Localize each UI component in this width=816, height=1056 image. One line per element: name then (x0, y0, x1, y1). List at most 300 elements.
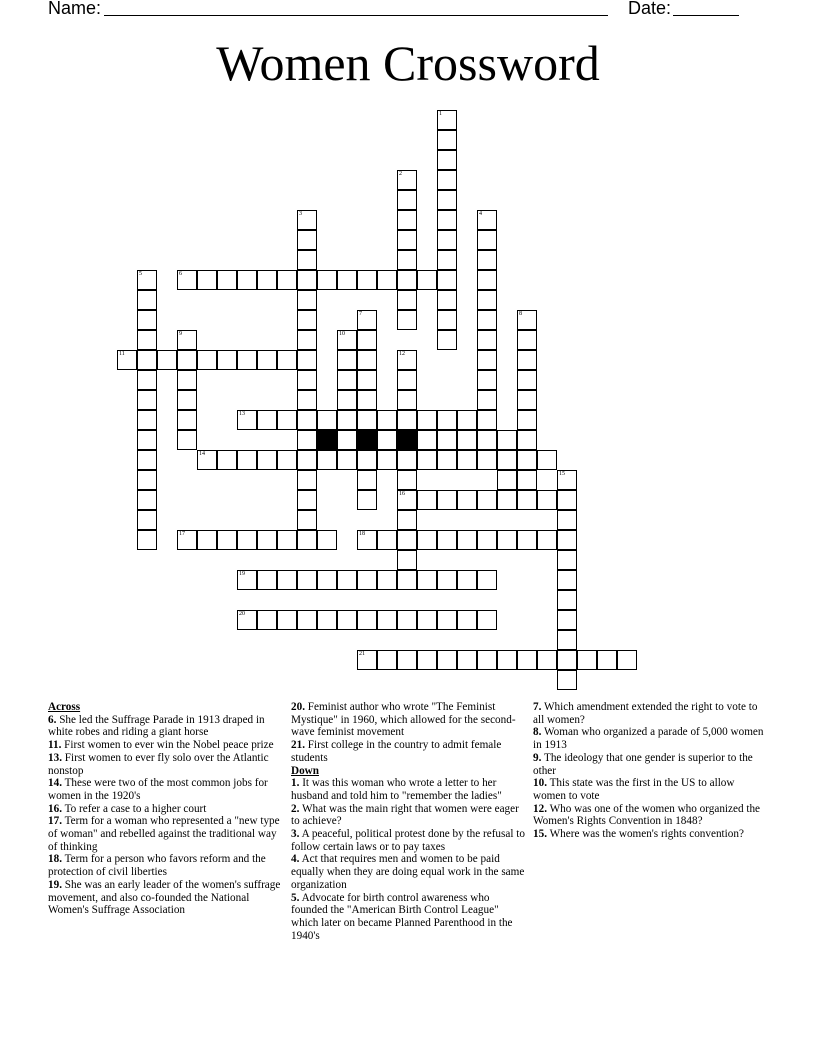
grid-cell[interactable] (357, 470, 377, 490)
grid-cell[interactable] (297, 450, 317, 470)
grid-cell[interactable] (257, 450, 277, 470)
grid-cell[interactable] (457, 490, 477, 510)
clue-item (533, 752, 769, 777)
grid-cell[interactable] (377, 270, 397, 290)
grid-cell[interactable] (377, 410, 397, 430)
grid-cell[interactable] (257, 410, 277, 430)
grid-cell[interactable] (477, 610, 497, 630)
clue-text: Feminist author who wrote "The Feminist Mystique" in 1960, which allowed for the second-wave feminist movement (291, 701, 516, 739)
clue-cell-21[interactable] (357, 650, 377, 670)
grid-cell[interactable] (297, 390, 317, 410)
clue-item (48, 739, 288, 752)
grid-cell[interactable] (137, 490, 157, 510)
grid-cell[interactable] (337, 450, 357, 470)
grid-cell[interactable] (417, 430, 437, 450)
clue-cell-10[interactable] (337, 330, 357, 350)
grid-cell[interactable] (557, 610, 577, 630)
grid-cell[interactable] (157, 350, 177, 370)
grid-cell[interactable] (377, 650, 397, 670)
clue-text: To refer a case to a higher court (64, 802, 207, 815)
black-cell (397, 430, 417, 450)
clue-text: This state was the first in the US to allow women to vote (533, 777, 735, 802)
clue-number: 19. (48, 878, 62, 891)
grid-cell[interactable] (417, 450, 437, 470)
grid-cell[interactable] (517, 450, 537, 470)
grid-cell[interactable] (377, 610, 397, 630)
grid-cell[interactable] (337, 430, 357, 450)
cell-number: 2 (399, 171, 402, 177)
grid-cell[interactable] (397, 190, 417, 210)
grid-cell[interactable] (277, 350, 297, 370)
grid-cell[interactable] (477, 370, 497, 390)
grid-cell[interactable] (397, 550, 417, 570)
clue-number: 6. (48, 713, 57, 726)
grid-cell[interactable] (237, 530, 257, 550)
clue-text: Which amendment extended the right to vote to all women? (533, 701, 758, 726)
grid-cell[interactable] (177, 430, 197, 450)
grid-cell[interactable] (417, 570, 437, 590)
clue-cell-13[interactable] (237, 410, 257, 430)
grid-cell[interactable] (437, 150, 457, 170)
grid-cell[interactable] (517, 430, 537, 450)
grid-cell[interactable] (357, 490, 377, 510)
grid-cell[interactable] (297, 430, 317, 450)
clue-text: What was the main right that women were eager to achieve? (291, 802, 519, 828)
grid-cell[interactable] (477, 410, 497, 430)
grid-cell[interactable] (357, 390, 377, 410)
grid-cell[interactable] (397, 410, 417, 430)
grid-cell[interactable] (477, 530, 497, 550)
grid-cell[interactable] (517, 390, 537, 410)
grid-cell[interactable] (437, 410, 457, 430)
grid-cell[interactable] (437, 130, 457, 150)
clue-cell-5[interactable] (137, 270, 157, 290)
grid-cell[interactable] (557, 510, 577, 530)
cell-number: 5 (139, 271, 142, 277)
grid-cell[interactable] (197, 530, 217, 550)
grid-cell[interactable] (397, 530, 417, 550)
clue-heading: Down (291, 764, 319, 777)
clue-number: 8. (533, 726, 542, 739)
clue-text: Term for a person who favors reform and the protection of civil liberties (48, 853, 266, 879)
clue-cell-14[interactable] (197, 450, 217, 470)
grid-cell[interactable] (297, 610, 317, 630)
clue-number: 20. (291, 701, 305, 713)
clue-cell-17[interactable] (177, 530, 197, 550)
grid-cell[interactable] (417, 410, 437, 430)
grid-cell[interactable] (397, 450, 417, 470)
clue-cell-7[interactable] (357, 310, 377, 330)
grid-cell[interactable] (477, 390, 497, 410)
clue-cell-16[interactable] (397, 490, 417, 510)
grid-cell[interactable] (217, 350, 237, 370)
cell-number: 21 (359, 651, 365, 657)
grid-cell[interactable] (537, 650, 557, 670)
grid-cell[interactable] (477, 250, 497, 270)
grid-cell[interactable] (297, 330, 317, 350)
grid-cell[interactable] (257, 270, 277, 290)
grid-cell[interactable] (517, 490, 537, 510)
clue-number: 1. (291, 777, 300, 790)
clue-number: 14. (48, 777, 62, 790)
grid-cell[interactable] (557, 670, 577, 690)
grid-cell[interactable] (177, 370, 197, 390)
grid-cell[interactable] (277, 450, 297, 470)
grid-cell[interactable] (617, 650, 637, 670)
grid-cell[interactable] (297, 290, 317, 310)
grid-cell[interactable] (437, 570, 457, 590)
clue-item (48, 853, 288, 878)
grid-cell[interactable] (477, 230, 497, 250)
grid-cell[interactable] (437, 530, 457, 550)
grid-cell[interactable] (457, 450, 477, 470)
grid-cell[interactable] (137, 290, 157, 310)
clue-cell-12[interactable] (397, 350, 417, 370)
grid-cell[interactable] (537, 530, 557, 550)
grid-cell[interactable] (277, 410, 297, 430)
clue-text: Woman who organized a parade of 5,000 women in 1913 (533, 726, 764, 752)
black-cell (357, 430, 377, 450)
grid-cell[interactable] (137, 370, 157, 390)
clue-item (533, 701, 769, 726)
grid-cell[interactable] (557, 570, 577, 590)
grid-cell[interactable] (297, 510, 317, 530)
grid-cell[interactable] (397, 250, 417, 270)
grid-cell[interactable] (317, 270, 337, 290)
grid-cell[interactable] (357, 570, 377, 590)
clue-heading: Across (48, 701, 81, 713)
grid-cell[interactable] (257, 570, 277, 590)
grid-cell[interactable] (557, 630, 577, 650)
grid-cell[interactable] (297, 490, 317, 510)
clue-cell-1[interactable] (437, 110, 457, 130)
grid-cell[interactable] (477, 350, 497, 370)
cell-number: 16 (399, 491, 405, 497)
grid-cell[interactable] (137, 530, 157, 550)
clue-item (291, 828, 527, 853)
grid-cell[interactable] (477, 290, 497, 310)
grid-cell[interactable] (237, 270, 257, 290)
cell-number: 17 (179, 531, 185, 537)
grid-cell[interactable] (217, 450, 237, 470)
grid-cell[interactable] (517, 530, 537, 550)
clue-cell-3[interactable] (297, 210, 317, 230)
clue-number: 18. (48, 853, 62, 866)
clue-number: 16. (48, 802, 62, 815)
clue-text: The ideology that one gender is superior to the other (533, 751, 753, 777)
grid-cell[interactable] (397, 310, 417, 330)
grid-cell[interactable] (357, 270, 377, 290)
clue-item (48, 803, 288, 816)
grid-cell[interactable] (317, 610, 337, 630)
clue-number: 4. (291, 853, 300, 866)
grid-cell[interactable] (417, 530, 437, 550)
grid-cell[interactable] (437, 210, 457, 230)
clue-number: 15. (533, 828, 547, 841)
grid-cell[interactable] (557, 650, 577, 670)
grid-cell[interactable] (437, 230, 457, 250)
grid-cell[interactable] (237, 350, 257, 370)
grid-cell[interactable] (377, 450, 397, 470)
grid-cell[interactable] (437, 190, 457, 210)
grid-cell[interactable] (477, 650, 497, 670)
grid-cell[interactable] (597, 650, 617, 670)
clue-number: 21. (291, 739, 305, 752)
grid-cell[interactable] (337, 270, 357, 290)
grid-cell[interactable] (517, 370, 537, 390)
grid-cell[interactable] (277, 530, 297, 550)
grid-cell[interactable] (437, 270, 457, 290)
clue-number: 9. (533, 751, 542, 764)
grid-cell[interactable] (337, 610, 357, 630)
clue-text: Where was the women's rights convention? (549, 828, 744, 841)
grid-cell[interactable] (377, 570, 397, 590)
clue-text: Term for a woman who represented a "new type of woman" and rebelled against the traditional way of thinking (48, 815, 280, 853)
date-label: Date: (628, 0, 672, 18)
grid-cell[interactable] (497, 490, 517, 510)
grid-cell[interactable] (417, 650, 437, 670)
grid-cell[interactable] (497, 530, 517, 550)
name-label: Name: (48, 0, 102, 18)
grid-cell[interactable] (217, 270, 237, 290)
clue-column-3 (533, 701, 769, 841)
grid-cell[interactable] (297, 570, 317, 590)
grid-cell[interactable] (477, 450, 497, 470)
grid-cell[interactable] (257, 530, 277, 550)
grid-cell[interactable] (397, 610, 417, 630)
grid-cell[interactable] (297, 370, 317, 390)
grid-cell[interactable] (137, 430, 157, 450)
grid-cell[interactable] (357, 330, 377, 350)
cell-number: 7 (359, 311, 362, 317)
grid-cell[interactable] (317, 410, 337, 430)
grid-cell[interactable] (277, 570, 297, 590)
clue-cell-20[interactable] (237, 610, 257, 630)
grid-cell[interactable] (437, 490, 457, 510)
grid-cell[interactable] (137, 310, 157, 330)
clue-item (533, 803, 769, 828)
clue-number: 7. (533, 701, 542, 713)
grid-cell[interactable] (557, 550, 577, 570)
grid-cell[interactable] (277, 270, 297, 290)
clue-text: Who was one of the women who organized the Women's Rights Convention in 1848? (533, 802, 761, 828)
cell-number: 6 (179, 271, 182, 277)
grid-cell[interactable] (557, 590, 577, 610)
cell-number: 9 (179, 331, 182, 337)
grid-cell[interactable] (517, 330, 537, 350)
grid-cell[interactable] (317, 570, 337, 590)
grid-cell[interactable] (337, 410, 357, 430)
grid-cell[interactable] (357, 410, 377, 430)
grid-cell[interactable] (137, 410, 157, 430)
grid-cell[interactable] (577, 650, 597, 670)
grid-cell[interactable] (257, 350, 277, 370)
grid-cell[interactable] (437, 610, 457, 630)
grid-cell[interactable] (417, 610, 437, 630)
grid-cell[interactable] (517, 350, 537, 370)
grid-cell[interactable] (517, 650, 537, 670)
grid-cell[interactable] (357, 370, 377, 390)
grid-cell[interactable] (177, 350, 197, 370)
grid-cell[interactable] (477, 310, 497, 330)
clue-cell-18[interactable] (357, 530, 377, 550)
grid-cell[interactable] (417, 270, 437, 290)
grid-cell[interactable] (477, 570, 497, 590)
grid-cell[interactable] (497, 430, 517, 450)
grid-cell[interactable] (397, 390, 417, 410)
grid-cell[interactable] (137, 330, 157, 350)
grid-cell[interactable] (197, 270, 217, 290)
cell-number: 8 (519, 311, 522, 317)
grid-cell[interactable] (397, 290, 417, 310)
clue-cell-6[interactable] (177, 270, 197, 290)
clue-text: She led the Suffrage Parade in 1913 draped in white robes and riding a giant horse (48, 713, 265, 739)
grid-cell[interactable] (217, 530, 237, 550)
grid-cell[interactable] (457, 410, 477, 430)
grid-cell[interactable] (137, 510, 157, 530)
grid-cell[interactable] (557, 530, 577, 550)
grid-cell[interactable] (297, 230, 317, 250)
grid-cell[interactable] (297, 470, 317, 490)
cell-number: 15 (559, 471, 565, 477)
grid-cell[interactable] (337, 370, 357, 390)
clue-text: First women to ever fly solo over the Atlantic nonstop (48, 751, 269, 777)
grid-cell[interactable] (297, 310, 317, 330)
clue-cell-11[interactable] (117, 350, 137, 370)
grid-cell[interactable] (397, 370, 417, 390)
clue-text: She was an early leader of the women's suffrage movement, and also co-founded the National Women's Suffrage Association (48, 878, 281, 917)
grid-cell[interactable] (337, 390, 357, 410)
grid-cell[interactable] (357, 610, 377, 630)
grid-cell[interactable] (137, 450, 157, 470)
grid-cell[interactable] (137, 390, 157, 410)
grid-cell[interactable] (457, 610, 477, 630)
grid-cell[interactable] (417, 490, 437, 510)
clue-text: These were two of the most common jobs for women in the 1920's (48, 777, 268, 802)
grid-cell[interactable] (297, 350, 317, 370)
grid-cell[interactable] (397, 510, 417, 530)
grid-cell[interactable] (397, 210, 417, 230)
clue-cell-2[interactable] (397, 170, 417, 190)
clue-number: 13. (48, 751, 62, 764)
grid-cell[interactable] (437, 650, 457, 670)
cell-number: 12 (399, 351, 405, 357)
grid-cell[interactable] (537, 490, 557, 510)
grid-cell[interactable] (317, 450, 337, 470)
grid-cell[interactable] (477, 490, 497, 510)
clue-column-1 (48, 701, 288, 917)
clue-item (291, 701, 527, 739)
black-cell (317, 430, 337, 450)
clue-cell-9[interactable] (177, 330, 197, 350)
cell-number: 10 (339, 331, 345, 337)
grid-cell[interactable] (497, 650, 517, 670)
grid-cell[interactable] (517, 470, 537, 490)
grid-cell[interactable] (317, 530, 337, 550)
grid-cell[interactable] (177, 410, 197, 430)
grid-cell[interactable] (477, 330, 497, 350)
clue-cell-19[interactable] (237, 570, 257, 590)
grid-cell[interactable] (197, 350, 217, 370)
clue-number: 5. (291, 891, 300, 904)
clue-cell-4[interactable] (477, 210, 497, 230)
grid-cell[interactable] (497, 450, 517, 470)
clue-column-2 (291, 701, 527, 942)
grid-cell[interactable] (297, 270, 317, 290)
clue-item (48, 752, 288, 777)
grid-cell[interactable] (457, 530, 477, 550)
clue-text: Advocate for birth control awareness who founded the "American Birth Control League" which later on became Planned Parenthood in the 1940's (291, 891, 513, 942)
clue-item (533, 828, 769, 841)
clue-item (291, 803, 527, 828)
grid-cell[interactable] (357, 450, 377, 470)
grid-cell[interactable] (437, 290, 457, 310)
grid-cell[interactable] (297, 250, 317, 270)
grid-cell[interactable] (397, 270, 417, 290)
grid-cell[interactable] (297, 530, 317, 550)
grid-cell[interactable] (437, 430, 457, 450)
grid-cell[interactable] (457, 650, 477, 670)
grid-cell[interactable] (557, 490, 577, 510)
grid-cell[interactable] (397, 650, 417, 670)
grid-cell[interactable] (437, 450, 457, 470)
grid-cell[interactable] (537, 450, 557, 470)
clue-item (533, 726, 769, 751)
grid-cell[interactable] (457, 570, 477, 590)
clue-item (533, 777, 769, 802)
grid-cell[interactable] (397, 230, 417, 250)
grid-cell[interactable] (517, 410, 537, 430)
cell-number: 14 (199, 451, 205, 457)
clue-number: 17. (48, 815, 62, 828)
grid-cell[interactable] (237, 450, 257, 470)
grid-cell[interactable] (497, 470, 517, 490)
grid-cell[interactable] (457, 430, 477, 450)
clue-text: First college in the country to admit female students (291, 739, 502, 764)
grid-cell[interactable] (177, 390, 197, 410)
grid-cell[interactable] (297, 410, 317, 430)
grid-cell[interactable] (257, 610, 277, 630)
grid-cell[interactable] (397, 570, 417, 590)
grid-cell[interactable] (437, 170, 457, 190)
grid-cell[interactable] (337, 350, 357, 370)
grid-cell[interactable] (277, 610, 297, 630)
grid-cell[interactable] (357, 350, 377, 370)
grid-cell[interactable] (477, 270, 497, 290)
clue-cell-8[interactable] (517, 310, 537, 330)
grid-cell[interactable] (477, 430, 497, 450)
grid-cell[interactable] (397, 470, 417, 490)
grid-cell[interactable] (137, 350, 157, 370)
cell-number: 18 (359, 531, 365, 537)
clue-cell-15[interactable] (557, 470, 577, 490)
grid-cell[interactable] (377, 430, 397, 450)
cell-number: 20 (239, 611, 245, 617)
clue-text: It was this woman who wrote a letter to her husband and told him to "remember the ladies" (291, 777, 502, 802)
cell-number: 1 (439, 111, 442, 117)
clue-item (48, 777, 288, 802)
grid-cell[interactable] (437, 250, 457, 270)
clue-item (48, 815, 288, 853)
grid-cell[interactable] (137, 470, 157, 490)
grid-cell[interactable] (437, 330, 457, 350)
grid-cell[interactable] (437, 310, 457, 330)
clue-number: 2. (291, 802, 300, 815)
clue-text: Act that requires men and women to be paid equally when they are doing equal work in the same organization (291, 853, 525, 891)
grid-cell[interactable] (337, 570, 357, 590)
grid-cell[interactable] (377, 530, 397, 550)
cell-number: 11 (119, 351, 125, 357)
